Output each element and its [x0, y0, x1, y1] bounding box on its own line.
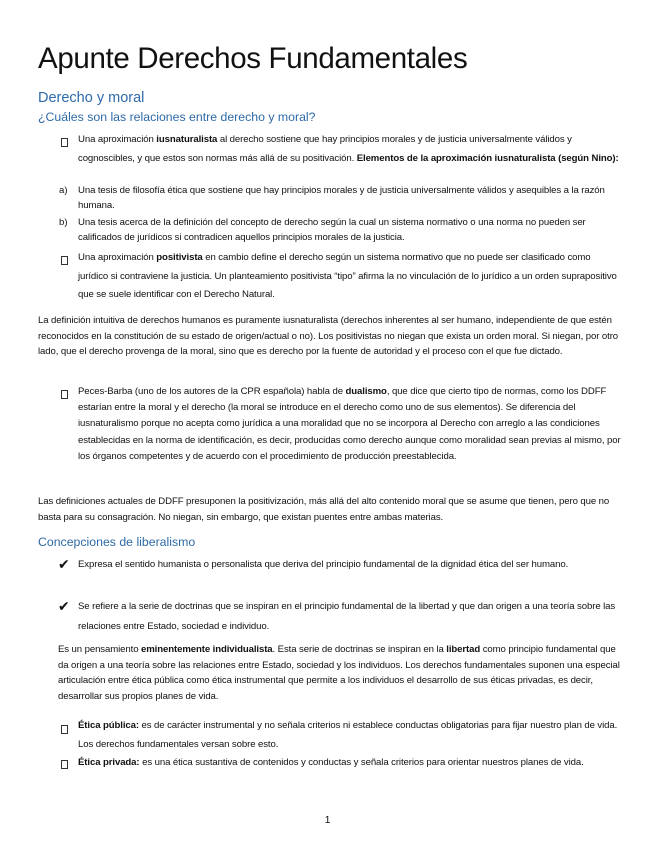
check-mark-icon: ✔ — [58, 599, 70, 615]
paragraph-positivista — [78, 249, 623, 305]
bold-term-positivista: positivista — [156, 252, 203, 263]
text-run: como principio fundamental que da origen a una teoría sobre las relaciones entre Estado, sociedad y los individuos. Los derechos fundamentales suponen una especial articulación entre ética pública como ética instrumental que permite a los individuos el desarrollo de sus éticas privadas, es decir, desarrollar sus propios planes de vida. — [58, 644, 620, 702]
check-item-humanista: Expresa el sentido humanista o personalista que deriva del principio fundamental de la dignidad ética del ser humano. — [78, 559, 569, 570]
text-run: al derecho sostiene que hay principios morales y de justicia universalmente válidos y cognoscibles, y que estos son normas más allá de su positivación. — [78, 134, 572, 164]
text-run: es de carácter instrumental y no señala criterios ni establece conductas obligatorias para fijar nuestro plan de vida. Los derechos fundamentales versan sobre esto. — [78, 720, 618, 750]
enum-item-b: Una tesis acerca de la definición del concepto de derecho según la cual un sistema normativo o una norma no pueden ser calificados de jurídicos si contradicen aquellos principios morales de la justicia. — [78, 217, 586, 243]
enum-item-a: Una tesis de filosofía ética que sostiene que hay principios morales y de justicia universalmente válidos y asequibles a la razón humana. — [78, 185, 605, 211]
document-title: Apunte Derechos Fundamentales — [38, 42, 468, 75]
paragraph-definicion-intuitiva: La definición intuitiva de derechos humanos es puramente iusnaturalista (derechos inherentes al ser humano, independiente de que estén reconocidos en la constitución de su estado de origen/actual o no). Los positivistas no niegan que exista un orden moral. Si niegan, por otro lado, que el derecho provenga de la moral, sino que es derecho por la fuente de autoridad y el proceso con el que fue dictado. — [38, 315, 619, 358]
text-run: Es un pensamiento — [58, 644, 141, 655]
text-run: , que dice que cierto tipo de normas, como los DDFF estarían entre la moral y el derecho (la moral se introduce en el derecho como uno de sus elementos). Se diferencia del iusnaturalismo porque no acepta como jurídica a una moralidad que no se incorpora al Derecho con arreglo a las condiciones establecidas en la norma de identificación, es decir, producidas como derecho aunque como moralidad sean previas al mismo, por los órganos competentes y de acuerdo con el procedimiento de producción preestablecida. — [78, 386, 621, 462]
check-item-libertad: Se refiere a la serie de doctrinas que se inspiran en el principio fundamental de la libertad y que dan origen a una teoría sobre las relaciones entre Estado, sociedad e individuo. — [78, 601, 616, 632]
bullet-box-icon — [61, 390, 68, 399]
section-subheading-relaciones: ¿Cuáles son las relaciones entre derecho y moral? — [38, 110, 316, 124]
paragraph-etica-publica — [78, 717, 626, 754]
paragraph-individualista — [58, 642, 628, 704]
text-run: Peces-Barba (uno de los autores de la CPR española) habla de — [78, 386, 346, 397]
bullet-box-icon — [61, 725, 68, 734]
bold-term-iusnaturalista: iusnaturalista — [156, 134, 218, 145]
bullet-box-icon — [61, 138, 68, 147]
bold-term-etica-privada: Ética privada: — [78, 757, 140, 768]
paragraph-definiciones-actuales: Las definiciones actuales de DDFF presuponen la positivización, más allá del alto contenido moral que se asume que tienen, pero que no basta para su consagración. No niegan, sin embargo, que existan puentes entre ambas materias. — [38, 496, 610, 523]
section-heading-derecho-y-moral: Derecho y moral — [38, 90, 145, 106]
section-heading-liberalismo: Concepciones de liberalismo — [38, 535, 196, 549]
text-run: Una aproximación — [78, 252, 157, 263]
text-run: Una aproximación — [78, 134, 157, 145]
enum-letter-b: b) — [59, 217, 68, 228]
text-run: en cambio define el derecho según un sistema normativo que no puede ser clasificado como jurídico si contraviene la justicia. Un planteamiento positivista “tipo” afirma la no vinculación de lo jurídico a un orden suprapositivo que se suele identificar con el Derecho Natural. — [78, 252, 617, 300]
bold-term-libertad: libertad — [446, 644, 481, 655]
check-mark-icon: ✔ — [58, 557, 70, 573]
bold-term-etica-publica: Ética pública: — [78, 720, 139, 731]
enum-letter-a: a) — [59, 185, 68, 196]
text-run: es una ética sustantiva de contenidos y conductas y señala criterios para orientar nuestros planes de vida. — [139, 757, 584, 768]
paragraph-iusnaturalista — [78, 131, 623, 168]
bullet-box-icon — [61, 256, 68, 265]
paragraph-peces-barba — [78, 384, 628, 465]
bold-term-elementos: Elementos de la aproximación iusnaturalista (según Nino): — [356, 152, 619, 164]
bullet-box-icon — [61, 760, 68, 769]
bold-term-dualismo: dualismo — [345, 386, 387, 397]
paragraph-etica-privada — [78, 755, 626, 771]
bold-term-individualista: eminentemente individualista — [141, 644, 273, 655]
text-run: . Esta serie de doctrinas se inspiran en la — [272, 644, 447, 655]
page-number: 1 — [324, 814, 331, 826]
